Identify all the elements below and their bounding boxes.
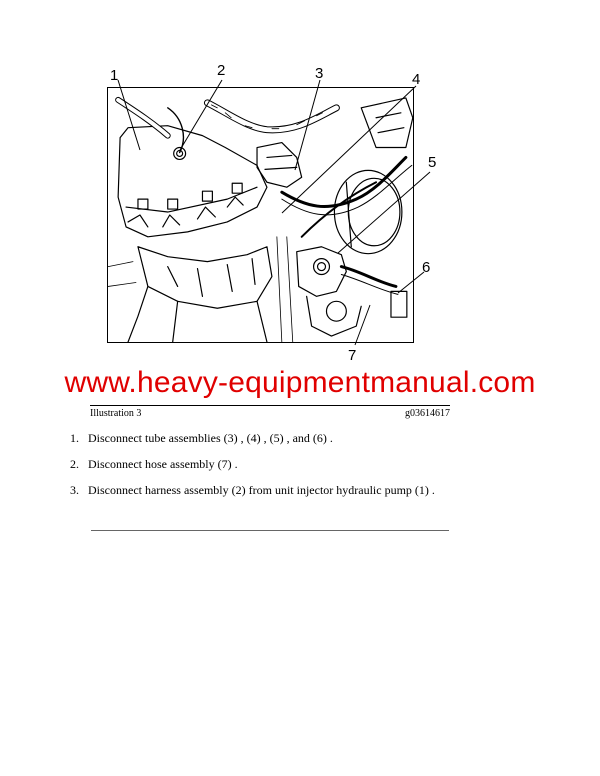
step-number: 3. [70, 483, 79, 497]
engine-illustration [107, 87, 414, 343]
callout-4: 4 [412, 71, 421, 88]
procedure-steps [70, 431, 570, 509]
step-item [70, 457, 570, 483]
step-item [70, 431, 570, 457]
step-text: Disconnect harness assembly (2) from unit injector hydraulic pump (1) . [88, 483, 435, 497]
callout-6: 6 [422, 259, 431, 276]
step-item [70, 483, 570, 509]
callout-2: 2 [217, 62, 226, 79]
callout-3: 3 [315, 65, 324, 82]
step-text: Disconnect tube assemblies (3) , (4) , (5) , and (6) . [88, 431, 333, 445]
section-end-divider [91, 530, 449, 531]
step-text: Disconnect hose assembly (7) . [88, 457, 238, 471]
caption-divider [90, 405, 450, 406]
step-number: 2. [70, 457, 79, 471]
illustration-caption: Illustration 3 [90, 408, 142, 419]
engine-line-drawing [108, 88, 413, 342]
step-number: 1. [70, 431, 79, 445]
callout-7: 7 [348, 347, 357, 364]
callout-5: 5 [428, 154, 437, 171]
illustration-image-id: g03614617 [405, 408, 450, 419]
callout-1: 1 [110, 67, 119, 84]
watermark-text: www.heavy-equipmentmanual.com [64, 366, 536, 399]
